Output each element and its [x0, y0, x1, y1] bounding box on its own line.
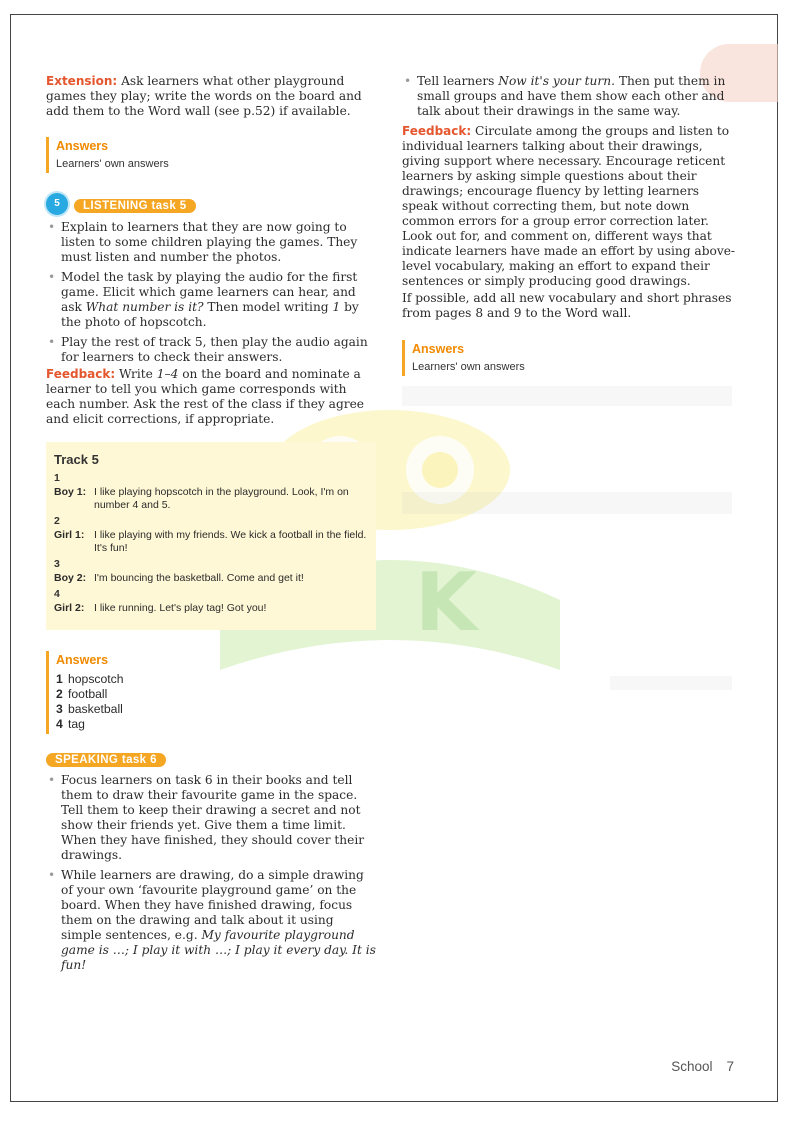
answers-title: Answers [412, 342, 465, 356]
list-item [402, 74, 736, 119]
list-item: 3 basketball [56, 702, 123, 716]
track-transcript-box [46, 442, 376, 630]
track-item [54, 588, 368, 615]
bullet-text: While learners are drawing, do a simple drawing of your own ‘favourite playground game’ on the board. When they have finished drawing, focus them on the drawing and talk about it using simple sentences, e.g. [61, 868, 364, 942]
track-line: I like playing with my friends. We kick a football in the field. It's fun! [94, 529, 367, 554]
speaking-bullets [46, 773, 376, 978]
list-item: • Focus learners on task 6 in their books and tell them to draw their favourite game in the space. Tell them to keep their drawing a secret and not show their friends yet. Give them a time limit. When they have finished, they should cover their drawings. [46, 773, 376, 863]
bleed-through-band [402, 492, 732, 514]
extension-label: Extension: [46, 74, 118, 88]
feedback-range: 1–4 [156, 367, 179, 381]
list-item: 4 tag [56, 717, 85, 731]
feedback-label: Feedback: [46, 367, 116, 381]
track-title: Track 5 [54, 452, 99, 467]
feedback-text: on the board and nominate a learner to tell you which game corresponds with each number. Ask the rest of the class if they agree and elicit corrections, if appropriate. [46, 367, 364, 426]
bullet-text: Then put them in small groups and have them show each other and talk about their drawings in the same way. [417, 74, 726, 118]
track-item [54, 515, 368, 555]
bullet-text: by the photo of hopscotch. [61, 300, 359, 329]
track-line: I'm bouncing the basketball. Come and get it! [94, 572, 304, 584]
bullet-italic: Now it's your turn. [498, 74, 615, 88]
answers-box-1 [46, 137, 376, 173]
feedback-pre: Write [115, 367, 157, 381]
feedback-label: Feedback: [402, 124, 472, 138]
feedback-text: Circulate among the groups and listen to individual learners talking about their drawings, giving support where necessary. Encourage reticent learners by asking simple questions about their drawings; encourage fluency by letting learners speak without correcting them, but note down common errors for a group error correction later. Look out for, and comment on, different ways that indicate learners have made an effort by using above-level vocabulary, making an effort to expand their sentences or simply producing good drawings. [402, 124, 736, 288]
list-item: 1 hopscotch [56, 672, 124, 686]
track-number: 1 [54, 472, 60, 484]
right-bullets [402, 74, 736, 124]
listening-task-label: LISTENING task 5 [74, 199, 196, 213]
bullet-italic: My favourite playground game is …; I play it with …; I play it every day. It is fun! [61, 928, 376, 972]
track-speaker: Girl 1: [54, 529, 85, 541]
track-item [54, 558, 368, 585]
list-item: • Play the rest of track 5, then play the audio again for learners to check their answers. [46, 335, 376, 365]
extension-text: Ask learners what other playground games they play; write the words on the board and add them to the Word wall (see p.52) if available. [46, 74, 362, 118]
speaking-task-label: SPEAKING task 6 [46, 753, 166, 767]
answers-text: Learners' own answers [412, 361, 525, 373]
page-number: 7 [726, 1059, 734, 1074]
speaking-heading [46, 748, 166, 767]
bullet-text: Then model writing [203, 300, 333, 314]
track-speaker: Boy 1: [54, 486, 87, 498]
listening-heading [46, 193, 196, 215]
track-item [54, 472, 368, 512]
vocab-paragraph: If possible, add all new vocabulary and short phrases from pages 8 and 9 to the Word wall. [402, 291, 732, 320]
answers-title: Answers [56, 653, 109, 667]
extension-paragraph [46, 74, 376, 119]
answers-box-3 [402, 340, 732, 376]
right-feedback-paragraph [402, 124, 736, 289]
list-item: 2 football [56, 687, 108, 701]
track-number: 4 [54, 588, 60, 600]
answers-title: Answers [56, 139, 109, 153]
svg-text:K: K [415, 556, 477, 649]
track-number: 2 [54, 515, 60, 527]
page-footer [657, 1059, 734, 1074]
bleed-through-band [402, 386, 732, 406]
bleed-through-band [610, 676, 732, 690]
answers-box-2 [46, 651, 376, 734]
answers-text: Learners' own answers [56, 158, 169, 170]
track-line: I like running. Let's play tag! Got you! [94, 602, 267, 614]
list-item [46, 868, 376, 973]
track-speaker: Boy 2: [54, 572, 87, 584]
feedback-paragraph [46, 367, 376, 427]
list-item: • Explain to learners that they are now going to listen to some children playing the games. They must listen and number the photos. [46, 220, 376, 265]
bullet-text: Model the task by playing the audio for the first game. Elicit which game learners can hear, and ask [61, 270, 358, 314]
bullet-italic: What number is it? [85, 300, 204, 314]
listening-bullets [46, 220, 376, 370]
track-line: I like playing hopscotch in the playground. Look, I'm on number 4 and 5. [94, 486, 349, 511]
answers-list [56, 672, 376, 732]
footer-section: School [671, 1059, 713, 1074]
track-number: 3 [54, 558, 60, 570]
bullet-num: 1 [332, 300, 341, 314]
audio-track-icon[interactable]: 5 [46, 193, 68, 215]
list-item [46, 270, 376, 330]
track-speaker: Girl 2: [54, 602, 85, 614]
bullet-text: Tell learners [417, 74, 499, 88]
